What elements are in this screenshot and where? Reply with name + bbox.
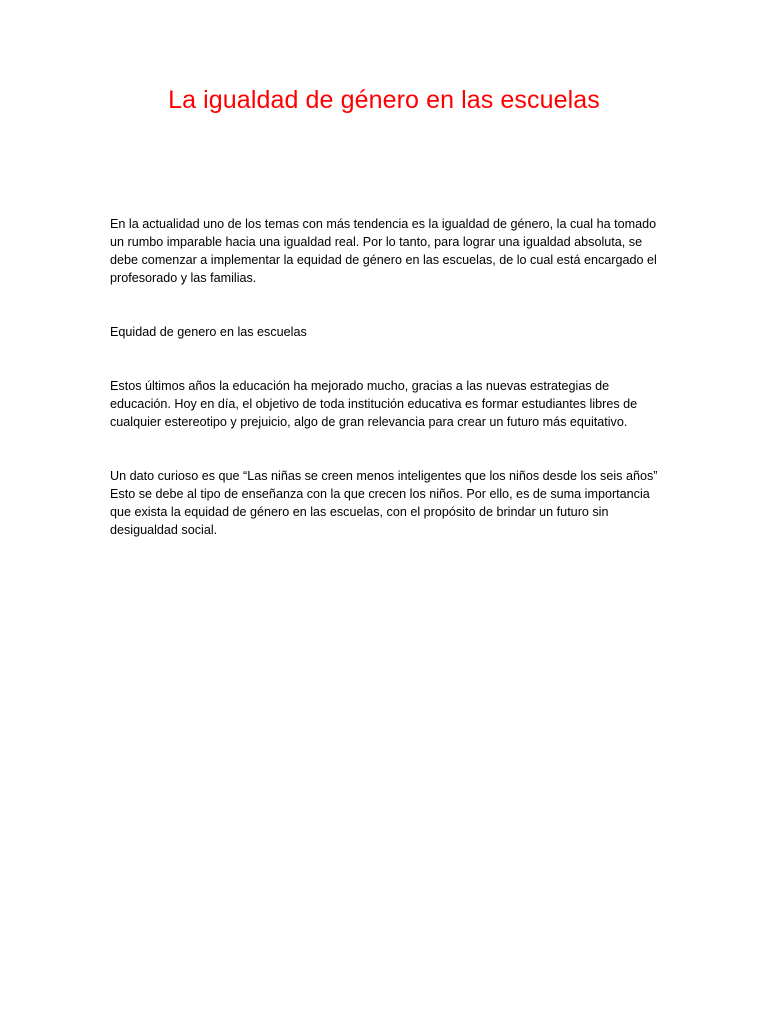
education-paragraph: Estos últimos años la educación ha mejorado mucho, gracias a las nuevas estrategias de educación. Hoy en día, el objetivo de toda institución educativa es formar estudiantes libres de cualquier estereotipo y prejuicio, algo de gran relevancia para crear un futuro más equitativo.	[110, 379, 638, 429]
curious-fact-paragraph: Un dato curioso es que “Las niñas se creen menos inteligentes que los niños desde los seis años” Esto se debe al tipo de enseñanza con la que crecen los niños. Por ello, es de suma importancia que exista la equidad de género en las escuelas, con el propósito de brindar un futuro sin desigualdad social.	[110, 469, 658, 537]
intro-paragraph: En la actualidad uno de los temas con más tendencia es la igualdad de género, la cual ha tomado un rumbo imparable hacia una igualdad real. Por lo tanto, para lograr una igualdad absoluta, se debe comenzar a implementar la equidad de género en las escuelas, de lo cual está encargado el profesorado y las familias.	[110, 217, 657, 285]
document-title: La igualdad de género en las escuelas	[168, 86, 600, 114]
section-heading: Equidad de genero en las escuelas	[110, 325, 307, 339]
